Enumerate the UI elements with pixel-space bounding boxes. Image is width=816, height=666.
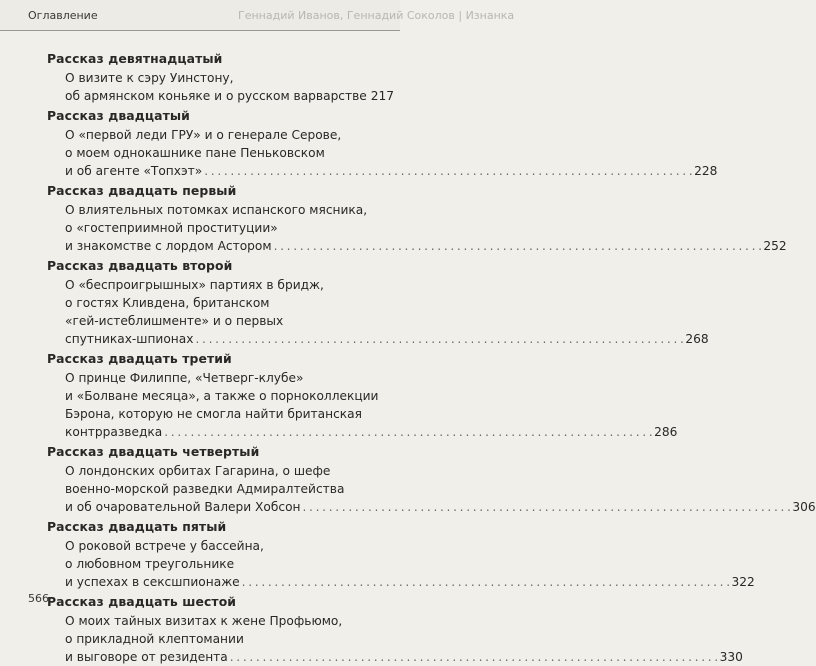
- toc-entry-title: Рассказ девятнадцатый: [47, 51, 223, 66]
- table-of-contents: [47, 50, 816, 666]
- dot-leader: [230, 648, 718, 666]
- toc-entry-page: 252: [763, 239, 787, 253]
- toc-entry-line: военно-морской разведки Адмиралтейства: [65, 482, 345, 496]
- toc-entry-line: и об агенте «Топхэт»: [65, 164, 203, 178]
- toc-entry-line: о моем однокашнике пане Пеньковском: [65, 146, 325, 160]
- toc-entry: [47, 257, 709, 348]
- toc-entry-line: и «Болване месяца», а также о порноколлекции: [65, 389, 379, 403]
- toc-entry-page: 228: [694, 164, 718, 178]
- toc-entry-description: [47, 276, 709, 348]
- running-header-bleed-text: Геннадий Иванов, Геннадий Соколов | Изнанка: [238, 9, 515, 22]
- running-header-section: Оглавление: [28, 9, 98, 22]
- toc-entry-line: О роковой встрече у бассейна,: [65, 539, 264, 553]
- toc-entry-line: о любовном треугольнике: [65, 557, 235, 571]
- running-header: [0, 0, 515, 31]
- toc-entry-description: [47, 462, 816, 516]
- toc-entry: [47, 518, 755, 591]
- toc-entry-line: О визите к сэру Уинстону,: [65, 71, 234, 85]
- dot-leader: [274, 237, 762, 255]
- toc-entry-title: Рассказ двадцать шестой: [47, 594, 237, 609]
- toc-entry: [47, 350, 678, 441]
- toc-entry-description: [47, 537, 755, 591]
- toc-entry-line: О «беспроигрышных» партиях в бридж,: [65, 278, 324, 292]
- page-number: 566: [28, 592, 49, 605]
- toc-entry-page: 306: [792, 500, 816, 514]
- toc-entry-last-line: [65, 162, 718, 180]
- toc-entry-page: 217: [370, 89, 395, 103]
- toc-entry-title: Рассказ двадцать второй: [47, 258, 233, 273]
- toc-entry-last-line: [65, 87, 395, 105]
- toc-entry-last-line: [65, 330, 709, 348]
- toc-entry-line: об армянском коньяке и о русском варварстве: [65, 89, 367, 103]
- toc-entry-line: О моих тайных визитах к жене Профьюмо,: [65, 614, 343, 628]
- toc-entry-description: [47, 201, 787, 255]
- toc-entry-line: о прикладной клептомании: [65, 632, 244, 646]
- toc-entry-last-line: [65, 423, 678, 441]
- dot-leader: [303, 498, 791, 516]
- toc-entry-line: контрразведка: [65, 425, 163, 439]
- dot-leader: [164, 423, 652, 441]
- toc-entry-title: Рассказ двадцать третий: [47, 351, 232, 366]
- toc-entry-line: и выговоре от резидента: [65, 650, 228, 664]
- toc-entry-description: [47, 69, 395, 105]
- toc-entry-line: О влиятельных потомках испанского мясника,: [65, 203, 368, 217]
- toc-entry-last-line: [65, 237, 787, 255]
- toc-entry-line: «гей-истеблишменте» и о первых: [65, 314, 284, 328]
- toc-entry-title: Рассказ двадцать пятый: [47, 519, 227, 534]
- dot-leader: [195, 330, 683, 348]
- toc-entry-last-line: [65, 648, 743, 666]
- toc-entry: [47, 443, 816, 516]
- toc-entry: [47, 182, 787, 255]
- toc-entry-line: о гостях Кливдена, британском: [65, 296, 270, 310]
- toc-entry-title: Рассказ двадцать первый: [47, 183, 237, 198]
- toc-entry-line: и успехах в сексшпионаже: [65, 575, 240, 589]
- toc-entry: [47, 593, 743, 666]
- toc-entry-line: и знакомстве с лордом Астором: [65, 239, 272, 253]
- toc-entry-description: [47, 612, 743, 666]
- toc-entry-page: 322: [731, 575, 755, 589]
- toc-entry-line: Бэрона, которую не смогла найти британская: [65, 407, 362, 421]
- toc-entry: [47, 50, 395, 105]
- toc-entry-title: Рассказ двадцать четвертый: [47, 444, 260, 459]
- toc-entry-line: О лондонских орбитах Гагарина, о шефе: [65, 464, 331, 478]
- toc-entry-line: и об очаровательной Валери Хобсон: [65, 500, 301, 514]
- toc-entry-line: о «гостеприимной проституции»: [65, 221, 278, 235]
- dot-leader: [242, 573, 730, 591]
- toc-entry-line: спутниках-шпионах: [65, 332, 194, 346]
- toc-entry: [47, 107, 718, 180]
- toc-entry-page: 268: [685, 332, 709, 346]
- toc-entry-last-line: [65, 573, 755, 591]
- toc-entry-description: [47, 126, 718, 180]
- toc-entry-last-line: [65, 498, 816, 516]
- dot-leader: [204, 162, 692, 180]
- toc-entry-page: 330: [719, 650, 743, 664]
- toc-entry-line: О принце Филиппе, «Четверг-клубе»: [65, 371, 304, 385]
- toc-entry-title: Рассказ двадцатый: [47, 108, 190, 123]
- toc-entry-description: [47, 369, 678, 441]
- toc-entry-page: 286: [654, 425, 678, 439]
- toc-entry-line: О «первой леди ГРУ» и о генерале Серове,: [65, 128, 342, 142]
